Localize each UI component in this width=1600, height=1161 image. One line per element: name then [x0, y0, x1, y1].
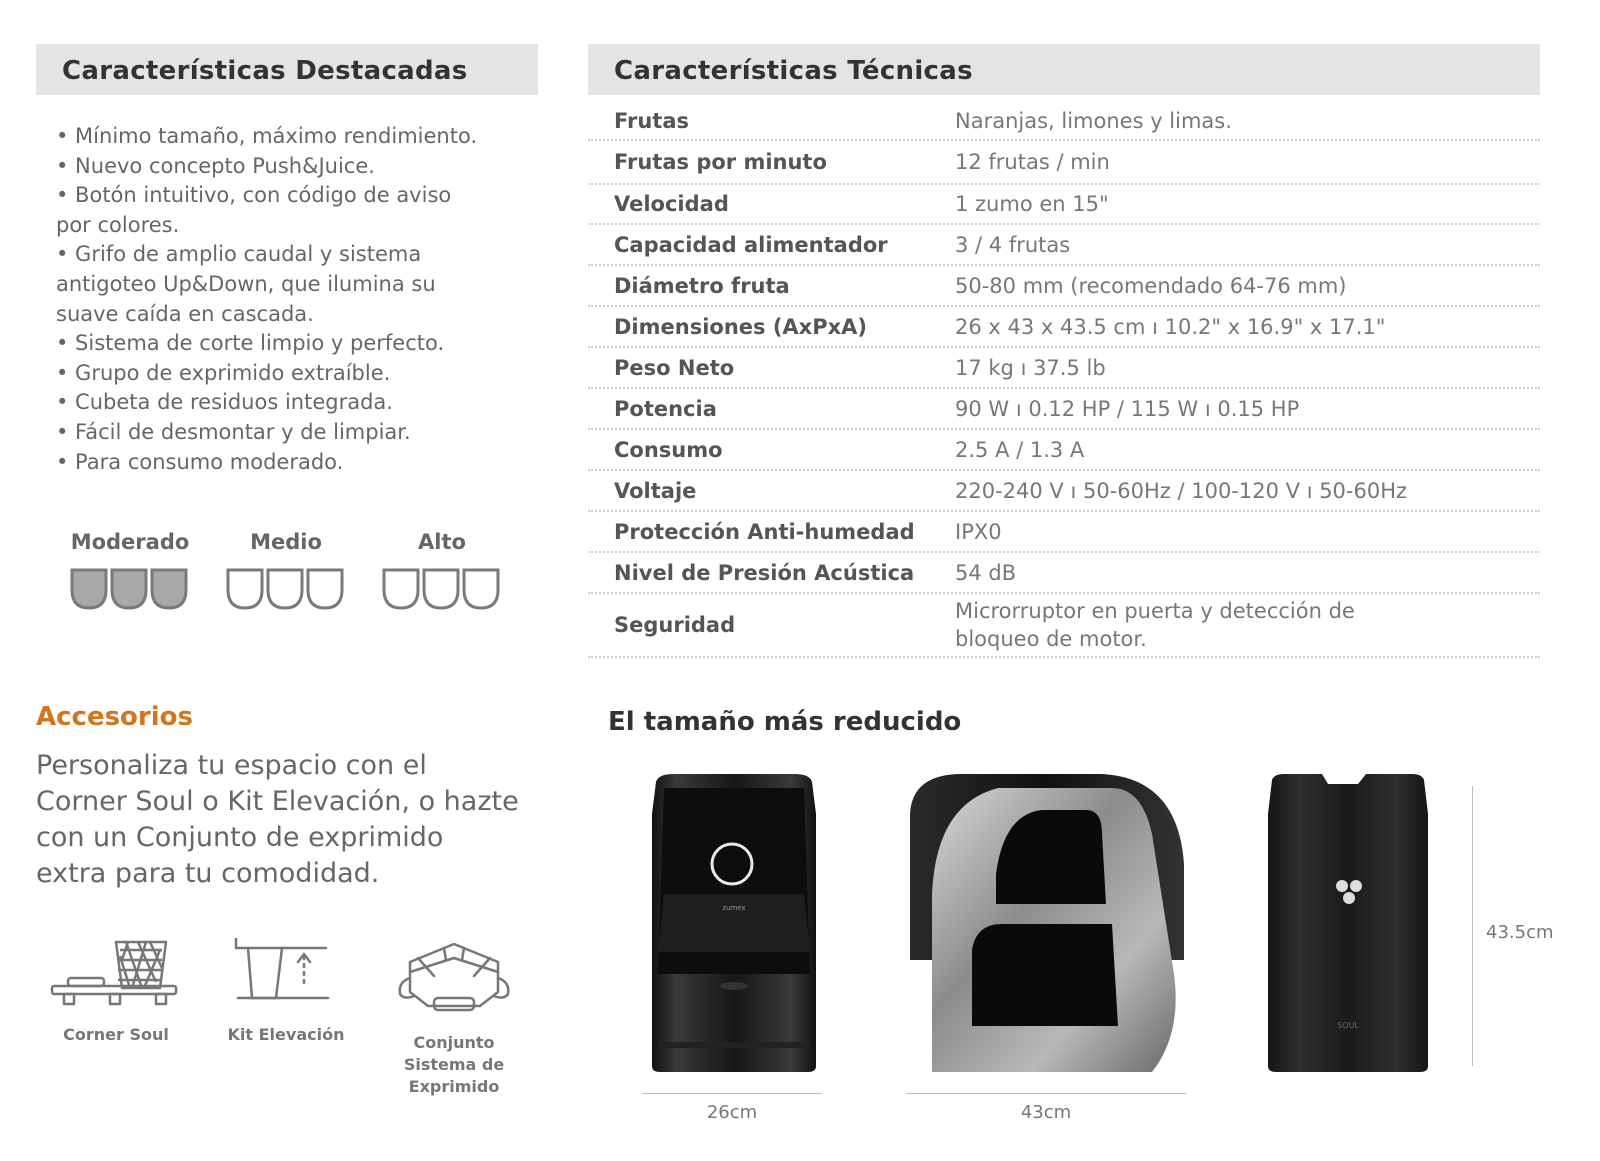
- spec-row: [588, 471, 1540, 512]
- cup-empty: [464, 570, 498, 608]
- feature-line: • Grupo de exprimido extraíble.: [56, 360, 391, 385]
- spec-value: 50-80 mm (recomendado 64-76 mm): [955, 273, 1347, 298]
- spec-key: Seguridad: [614, 613, 736, 637]
- feature-line: • Nuevo concepto Push&Juice.: [56, 153, 375, 178]
- cup-filled: [152, 570, 186, 608]
- spec-key: Frutas por minuto: [614, 150, 827, 174]
- spec-value: 17 kg ı 37.5 lb: [955, 355, 1106, 380]
- usage-levels: [60, 530, 530, 630]
- spec-value: 3 / 4 frutas: [955, 232, 1071, 257]
- spec-value: Naranjas, limones y limas.: [955, 109, 1232, 133]
- specs-table: [588, 103, 1540, 658]
- feature-line: • Grifo de amplio caudal y sistema: [56, 242, 422, 267]
- spec-value: 220-240 V ı 50-60Hz / 100-120 V ı 50-60Hz: [955, 478, 1408, 503]
- cup-empty: [384, 570, 418, 608]
- spec-row: [588, 512, 1540, 553]
- conjunto-exprimido-icon: [384, 938, 524, 1018]
- depth-dimension-label: 43cm: [1020, 1102, 1072, 1123]
- spec-value: IPX0: [955, 519, 1002, 544]
- height-dimension-line: [1472, 786, 1473, 1066]
- usage-level-label: Medio: [250, 530, 322, 554]
- feature-line: por colores.: [56, 212, 180, 237]
- depth-dimension-line: [906, 1093, 1186, 1094]
- spec-key: Protección Anti-humedad: [614, 519, 915, 544]
- cups-icon: [224, 566, 348, 612]
- cup-empty: [308, 570, 342, 608]
- technical-characteristics-header: [588, 44, 1540, 95]
- feature-line: • Fácil de desmontar y de limpiar.: [56, 419, 411, 444]
- accessory-corner-soul: [46, 938, 186, 1046]
- height-dimension-label: 43.5cm: [1486, 922, 1554, 943]
- features-list: [56, 122, 526, 477]
- spec-row: [588, 553, 1540, 594]
- spec-row: [588, 594, 1540, 658]
- spec-row: [588, 348, 1540, 389]
- juicer-front-view: [644, 774, 824, 1072]
- spec-row: [588, 266, 1540, 307]
- accessory-label-line: Sistema de: [403, 1055, 505, 1074]
- cup-empty: [268, 570, 302, 608]
- accessory-label-line: Conjunto: [413, 1033, 495, 1052]
- accessories-title: Accesorios: [36, 702, 193, 732]
- juicer-side-view: [902, 774, 1188, 1072]
- usage-level-label: Alto: [418, 530, 466, 554]
- technical-characteristics-title: Características Técnicas: [614, 56, 973, 86]
- spec-key: Diámetro fruta: [614, 273, 790, 298]
- usage-level-medio: [216, 530, 356, 612]
- spec-value: 12 frutas / min: [955, 150, 1110, 174]
- width-dimension-label: 26cm: [706, 1102, 758, 1123]
- spec-value: 90 W ı 0.12 HP / 115 W ı 0.15 HP: [955, 396, 1300, 421]
- spec-key: Potencia: [614, 396, 717, 421]
- cup-empty: [424, 570, 458, 608]
- spec-key: Voltaje: [614, 478, 697, 503]
- usage-level-moderado: [60, 530, 200, 612]
- accessory-conjunto-exprimido: [384, 938, 524, 1098]
- usage-level-alto: [372, 530, 512, 612]
- cup-filled: [72, 570, 106, 608]
- cups-icon: [380, 566, 504, 612]
- accessories-text-line: Personaliza tu espacio con el: [36, 750, 427, 781]
- cup-filled: [112, 570, 146, 608]
- front-brand-text: zumex: [722, 904, 746, 912]
- kit-elevacion-label: [216, 1024, 356, 1046]
- featured-characteristics-title: Características Destacadas: [62, 56, 468, 86]
- spec-key: Peso Neto: [614, 355, 735, 380]
- back-brand-text: SOUL: [1337, 1021, 1359, 1030]
- spec-key: Capacidad alimentador: [614, 232, 888, 257]
- feature-line: suave caída en cascada.: [56, 301, 314, 326]
- corner-soul-label: [46, 1024, 186, 1046]
- spec-row: [588, 103, 1540, 141]
- cups-icon: [68, 566, 192, 612]
- kit-elevacion-icon: [216, 938, 356, 1010]
- cup-empty: [228, 570, 262, 608]
- corner-soul-icon: [46, 938, 186, 1010]
- accessories-text-line: Corner Soul o Kit Elevación, o hazte: [36, 786, 519, 817]
- featured-characteristics-header: [36, 44, 538, 95]
- spec-key: Dimensiones (AxPxA): [614, 314, 868, 339]
- accessories-text-line: con un Conjunto de exprimido: [36, 822, 444, 853]
- conjunto-exprimido-label: [384, 1032, 524, 1098]
- feature-line: • Cubeta de residuos integrada.: [56, 390, 393, 415]
- spec-row: [588, 307, 1540, 348]
- spec-row: [588, 141, 1540, 185]
- spec-key: Consumo: [614, 437, 723, 462]
- spec-row: [588, 389, 1540, 430]
- spec-key: Frutas: [614, 109, 690, 133]
- feature-line: • Botón intuitivo, con código de aviso: [56, 183, 452, 208]
- feature-line: • Para consumo moderado.: [56, 449, 344, 474]
- spec-row: [588, 185, 1540, 225]
- accessory-label-line: Kit Elevación: [227, 1025, 345, 1044]
- spec-row: [588, 430, 1540, 471]
- width-dimension-line: [642, 1093, 822, 1094]
- accessory-label-line: Corner Soul: [63, 1025, 169, 1044]
- accessories-text-line: extra para tu comodidad.: [36, 858, 380, 889]
- feature-line: • Mínimo tamaño, máximo rendimiento.: [56, 124, 478, 148]
- spec-key: Velocidad: [614, 192, 729, 216]
- juicer-back-view: [1262, 774, 1434, 1072]
- spec-value: Microrruptor en puerta y detección de bloqueo de motor.: [955, 599, 1355, 651]
- spec-value: 2.5 A / 1.3 A: [955, 437, 1085, 462]
- spec-row: [588, 225, 1540, 266]
- usage-level-label: Moderado: [70, 530, 190, 554]
- spec-value: 1 zumo en 15": [955, 192, 1109, 216]
- accessory-label-line: Exprimido: [408, 1077, 500, 1096]
- spec-value: 26 x 43 x 43.5 cm ı 10.2" x 16.9" x 17.1": [955, 314, 1386, 339]
- spec-value: 54 dB: [955, 560, 1017, 585]
- spec-key: Nivel de Presión Acústica: [614, 560, 915, 585]
- accessory-kit-elevacion: [216, 938, 356, 1046]
- feature-line: antigoteo Up&Down, que ilumina su: [56, 271, 436, 296]
- feature-line: • Sistema de corte limpio y perfecto.: [56, 331, 445, 356]
- accessories-description: [36, 748, 556, 892]
- size-section-title: El tamaño más reducido: [608, 707, 962, 737]
